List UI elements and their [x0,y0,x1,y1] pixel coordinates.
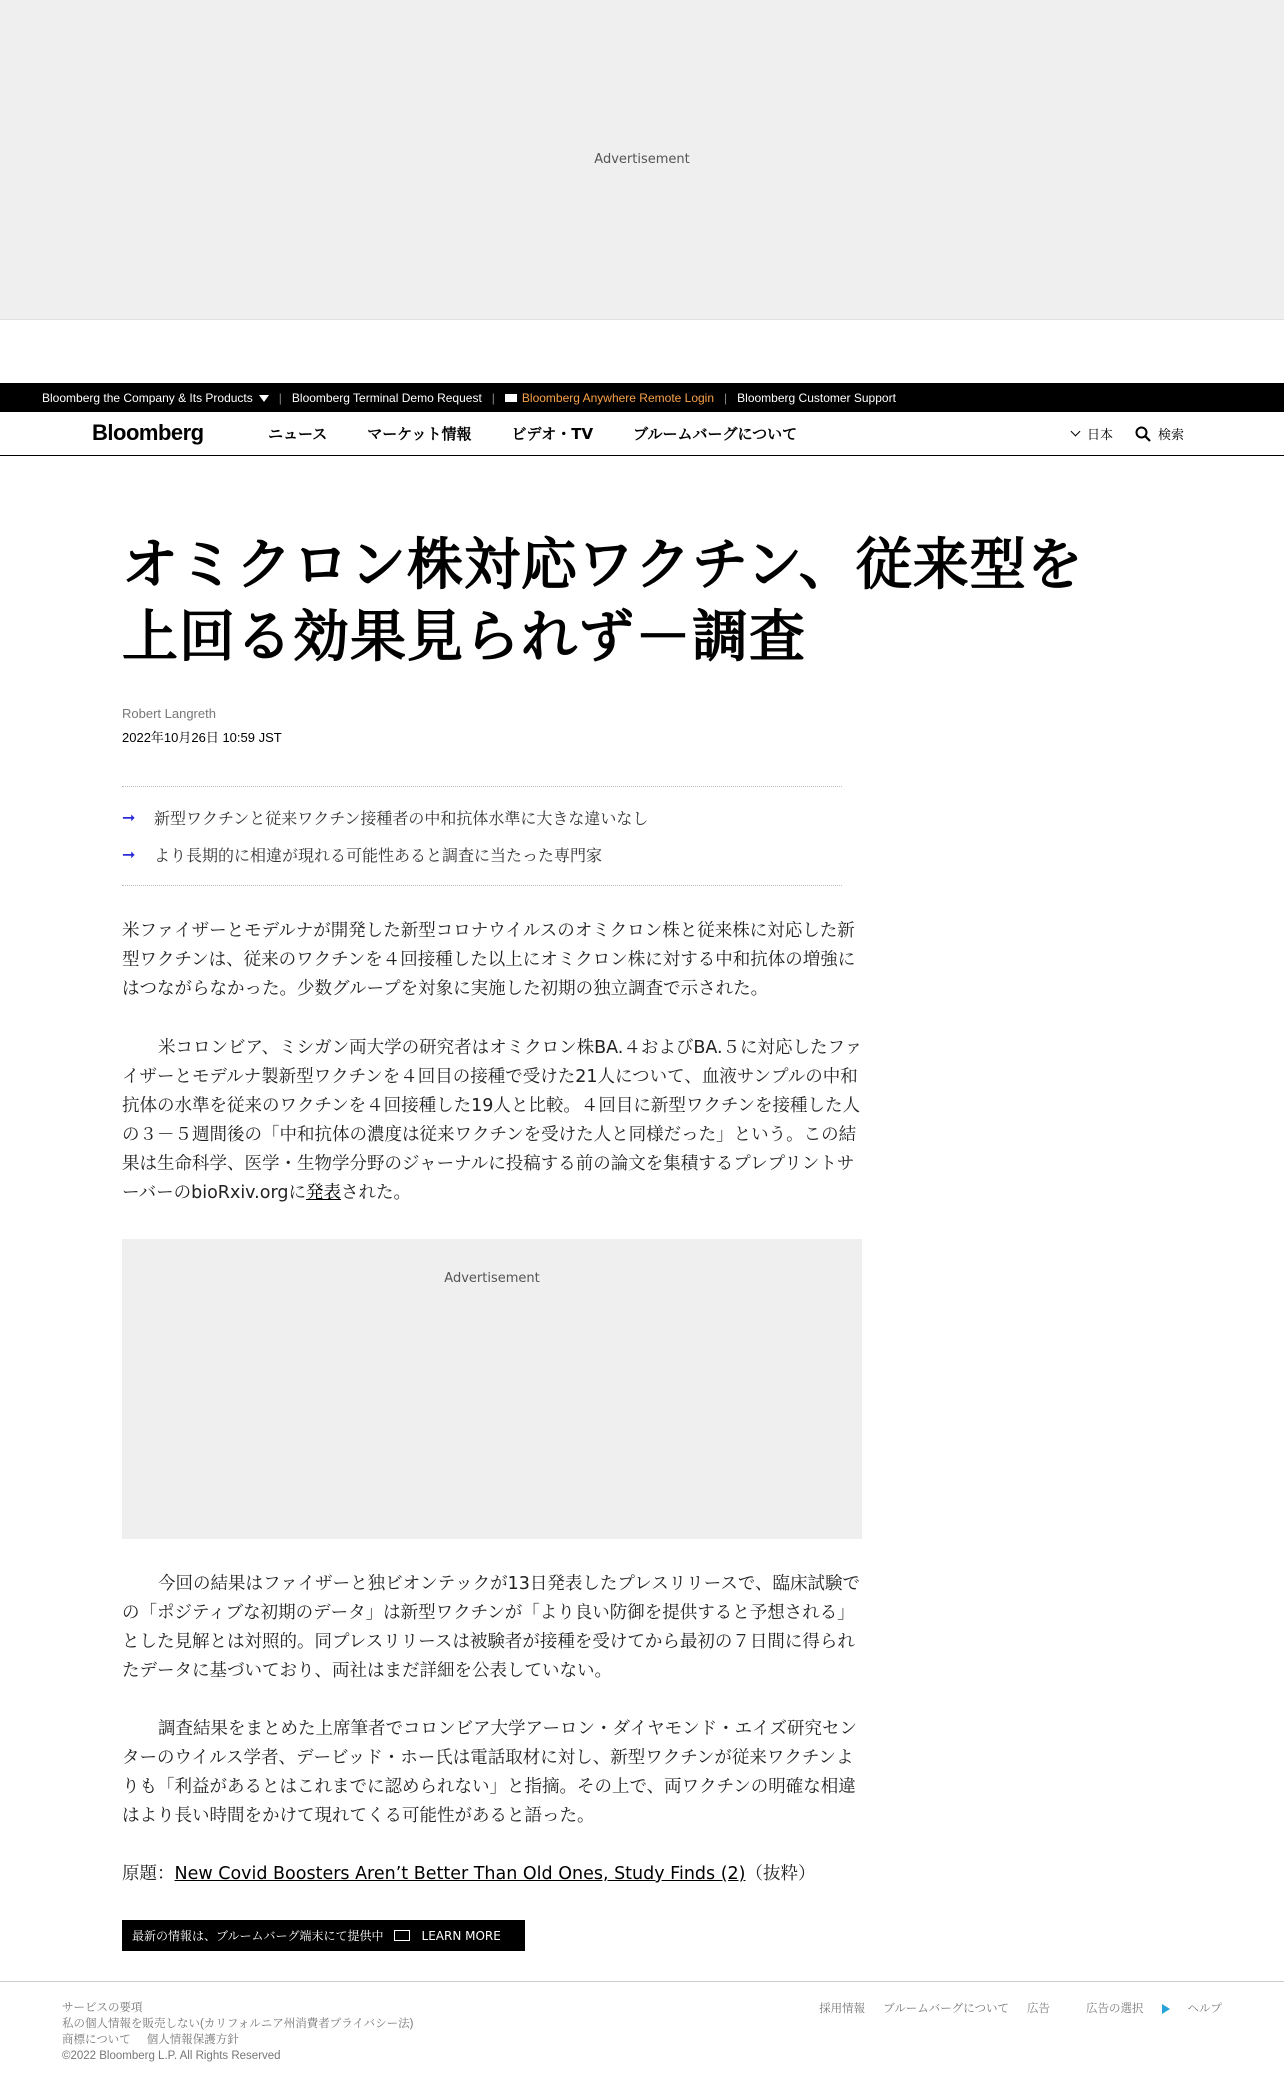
nav-item-markets[interactable]: マーケット情報 [367,425,472,443]
article-paragraph: 米ファイザーとモデルナが開発した新型コロナウイルスのオミクロン株と従来株に対応した新型ワクチンは、従来のワクチンを４回接種した以上にオミクロン株に対する中和抗体の増強にはつながらなかった。少数グループを対象に実施した初期の独立調査で示された。 [122,921,856,999]
footer-trademarks-link[interactable]: 商標について [62,2034,131,2046]
customer-support-link[interactable]: Bloomberg Customer Support [737,390,896,405]
language-label: 日本 [1086,428,1113,443]
footer-help-link[interactable]: ヘルプ [1187,2003,1222,2015]
original-title: 原題：New Covid Boosters Aren’t Better Than Old Ones, Study Finds (2)（抜粋） [122,1864,816,1884]
article-paragraph: 米コロンビア、ミシガン両大学の研究者はオミクロン株BA.４およびBA.５に対応したファイザーとモデルナ製新型ワクチンを４回目の接種で受けた21人について、血液サンプルの中和抗体の水準を従来のワクチンを４回接種した19人と比較。４回目に新型ワクチンを接種した人の３－５週間後の「中和抗体の濃度は従来ワクチンを受けた人と同様だった」という。この結果は生命科学、医学・生物学分野のジャーナルに投稿する前の論文を集積するプレプリントサーバーのbioRxiv.orgに発表された。 [122,1038,863,1203]
separator: | [724,390,728,405]
article-headline: オミクロン株対応ワクチン、従来型を上回る効果見られず－調査 [122,533,1084,670]
ad-label: Advertisement [594,152,690,167]
footer [0,1981,1284,2087]
promo-text: 最新の情報は、ブルームバーグ端末にて提供中 [132,1929,384,1943]
footer-ad-choices-link[interactable]: 広告の選択 [1068,2000,1170,2016]
learn-more-button[interactable]: LEARN MORE [421,1928,501,1943]
top-advertisement [0,0,1284,320]
nav-menu [268,412,837,455]
summary-bullets [122,786,842,886]
separator: | [491,390,495,405]
search-button[interactable] [1135,424,1184,443]
article-paragraph: 今回の結果はファイザーと独ビオンテックが13日発表したプレスリリースで、臨床試験での「ポジティブな初期のデータ」は新型ワクチンが「より良い防御を提供すると予想される」とした見解とは対照的。同プレスリリースは被験者が接種を受けてから最初の７日間に得られたデータに基づいており、両社はまだ詳細を公表していない。 [122,1574,860,1681]
nav-item-news[interactable]: ニュース [268,425,328,443]
nav-item-video-tv[interactable]: ビデオ・TV [511,425,594,443]
original-article-link[interactable]: New Covid Boosters Aren’t Better Than Old Ones, Study Finds (2) [174,1864,746,1884]
terminal-promo-banner[interactable] [122,1920,525,1951]
chevron-down-icon [1071,427,1081,437]
ad-label: Advertisement [444,1271,540,1286]
utility-bar [0,383,1284,412]
footer-advertising-link[interactable]: 広告 [1027,2003,1050,2015]
announcement-link[interactable]: 発表 [305,1183,341,1203]
company-products-link[interactable]: Bloomberg the Company & Its Products [42,391,269,405]
terminal-demo-link[interactable]: Bloomberg Terminal Demo Request [291,390,482,405]
author-name[interactable]: Robert Langreth [122,706,216,721]
article-paragraph: 調査結果をまとめた上席筆者でコロンビア大学アーロン・ダイヤモンド・エイズ研究センターのウイルス学者、デービッド・ホー氏は電話取材に対し、新型ワクチンが従来ワクチンよりも「利益があるとはこれまでに認められない」と指摘。その上で、両ワクチンの明確な相違はより長い時間をかけて現れてくる可能性があると語った。 [122,1719,857,1826]
publish-date: 2022年10月26日 10:59 JST [122,730,282,745]
bloomberg-logo[interactable]: Bloomberg [92,420,204,445]
footer-careers-link[interactable]: 採用情報 [819,2003,866,2015]
footer-about-link[interactable]: ブルームバーグについて [883,2003,1009,2015]
adchoices-icon [1162,2004,1170,2014]
language-selector[interactable] [1072,424,1113,443]
caret-down-icon [259,395,269,402]
footer-copyright: ©2022 Bloomberg L.P. All Rights Reserved [62,2050,281,2062]
footer-do-not-sell-link[interactable]: 私の個人情報を販売しない(カリフォルニア州消費者プライバシー法) [62,2018,414,2030]
summary-bullet: ➞ より長期的に相違が現れる可能性あると調査に当たった専門家 [122,845,603,865]
terminal-icon [505,394,517,402]
search-label: 検索 [1157,428,1184,443]
summary-bullet: ➞ 新型ワクチンと従来ワクチン接種者の中和抗体水準に大きな違いなし [122,808,649,828]
arrow-right-icon: ➞ [122,808,136,827]
footer-privacy-link[interactable]: 個人情報保護方針 [146,2034,239,2046]
search-icon [1135,426,1151,442]
terminal-icon [394,1930,410,1941]
separator: | [278,390,282,405]
inline-advertisement [122,1239,862,1539]
footer-terms-link[interactable]: サービスの要項 [62,2002,143,2014]
anywhere-login-link[interactable]: Bloomberg Anywhere Remote Login [505,391,714,405]
main-navigation [0,412,1284,456]
nav-item-about[interactable]: ブルームバーグについて [633,425,798,443]
arrow-right-icon: ➞ [122,845,136,864]
